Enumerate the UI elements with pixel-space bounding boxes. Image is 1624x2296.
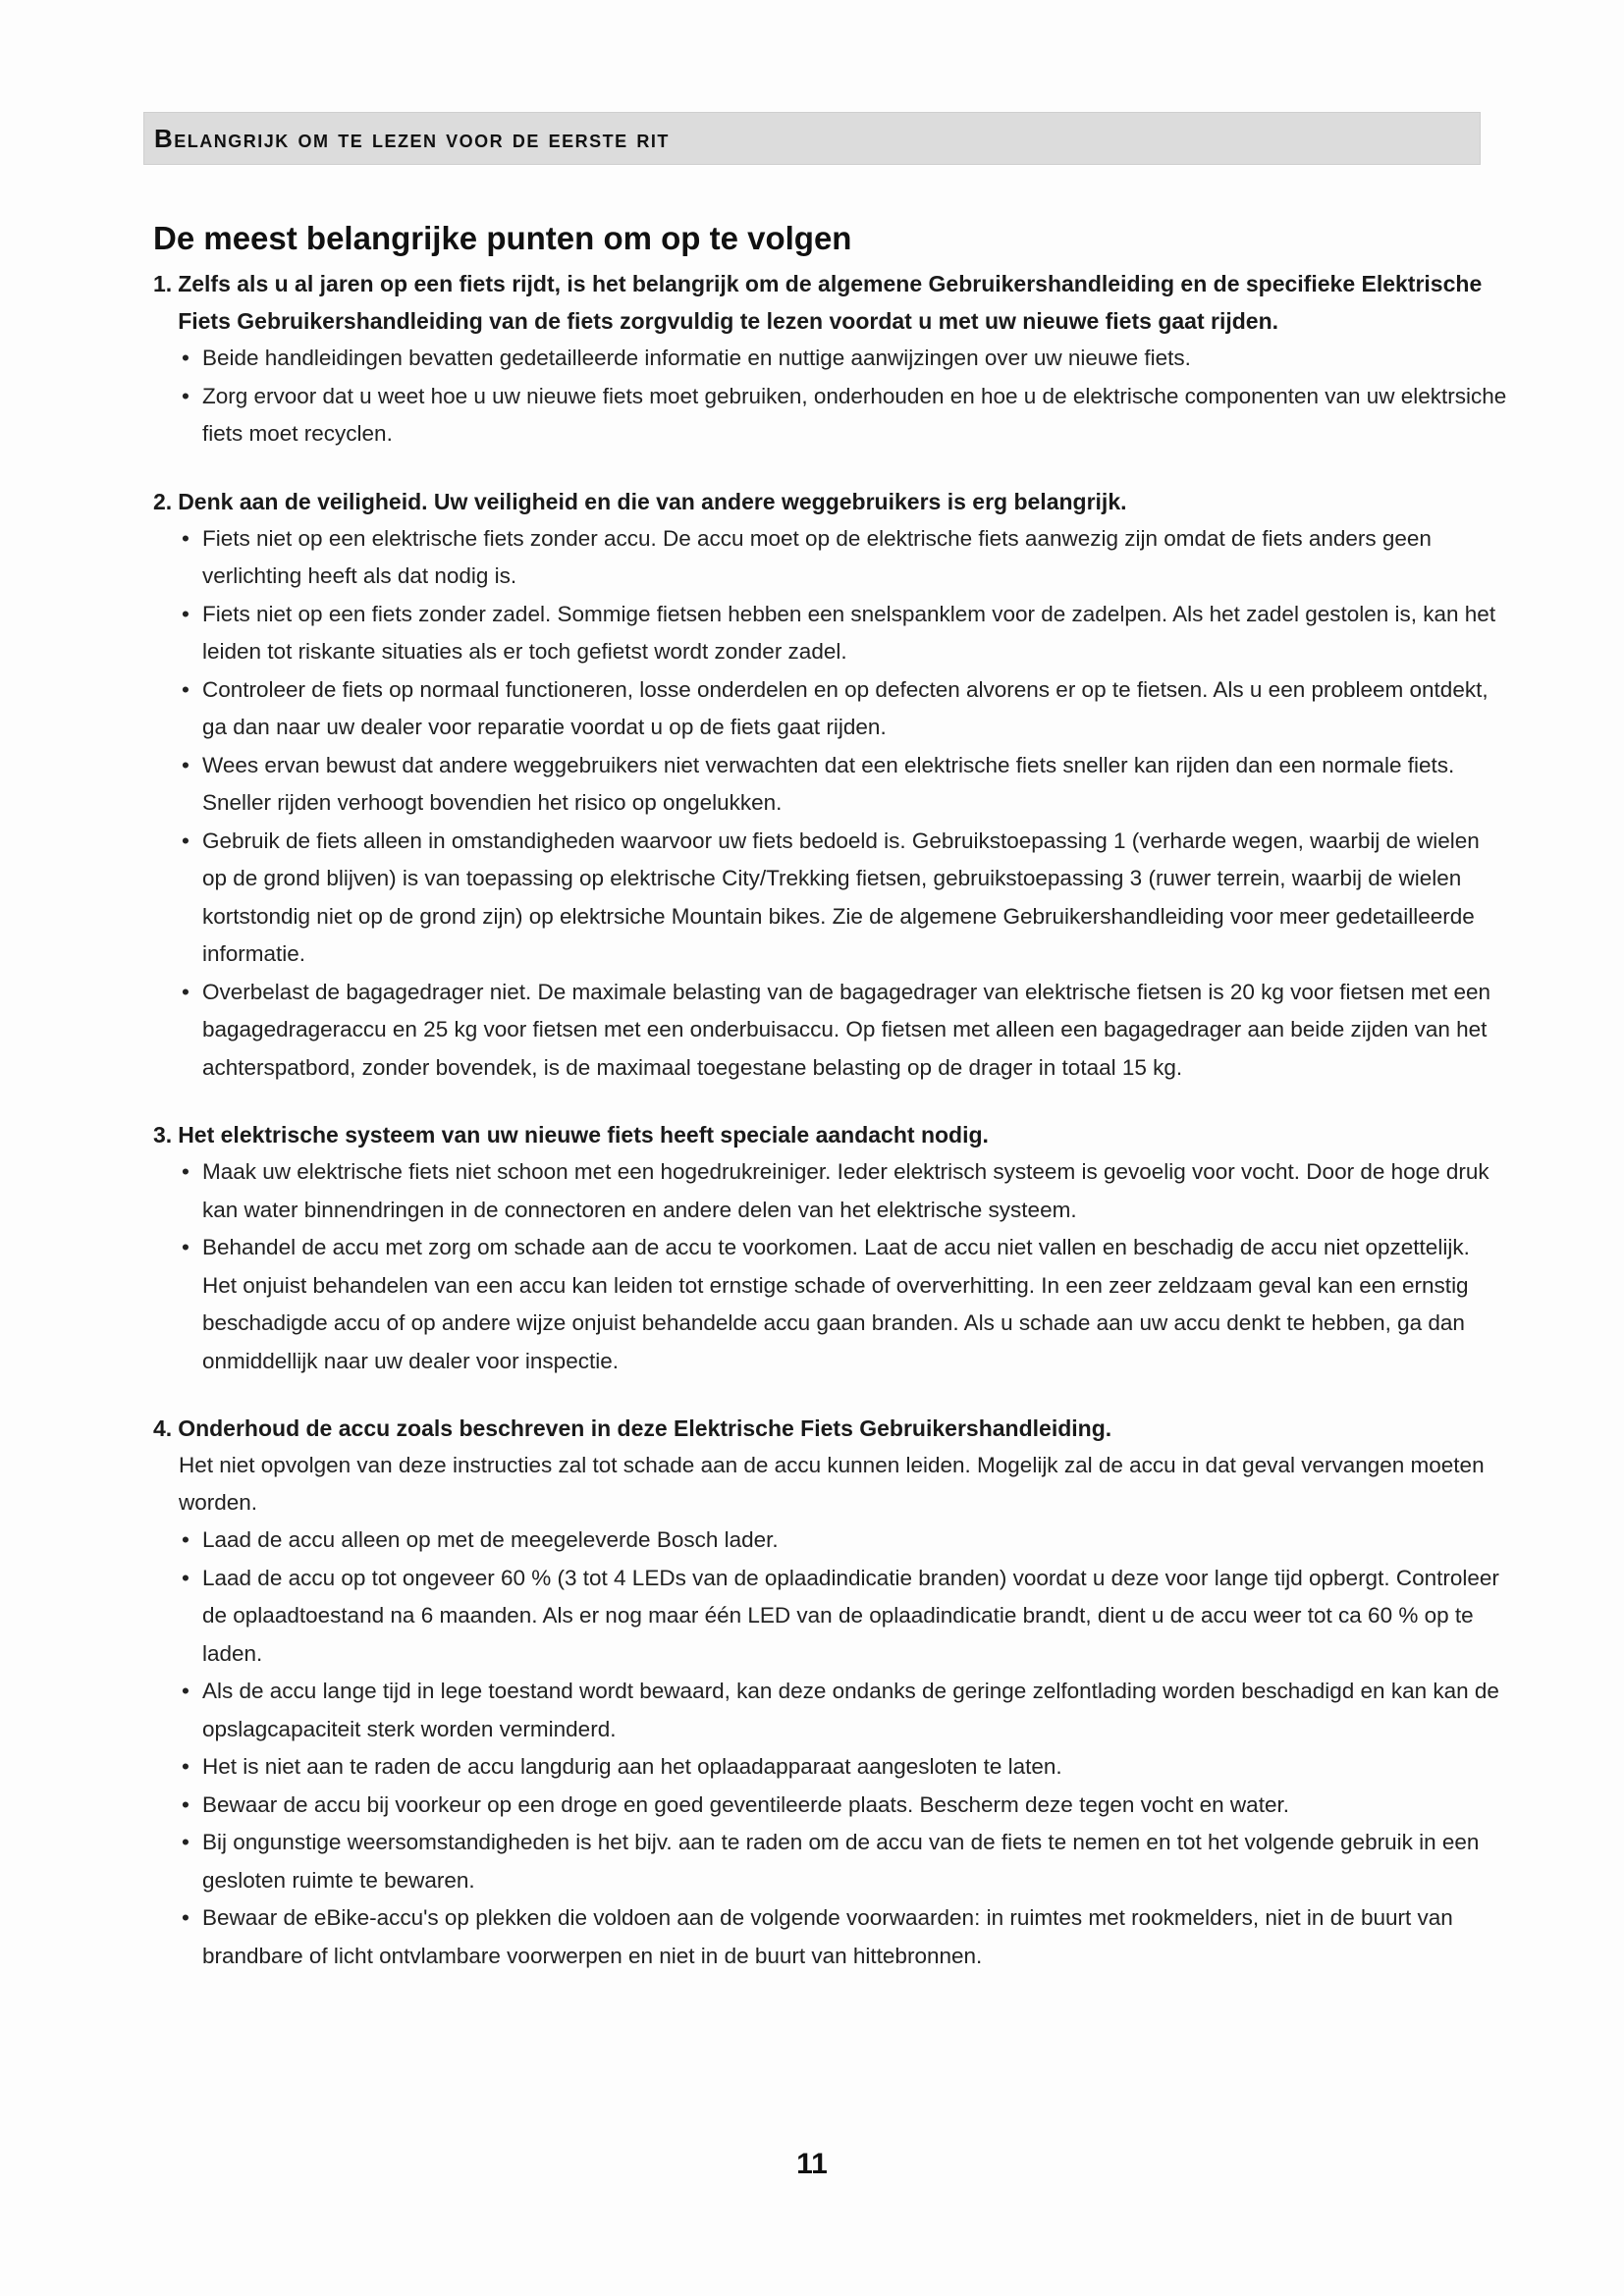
list-item <box>153 378 1508 454</box>
section-title <box>153 265 1508 340</box>
list-item-text: Maak uw elektrische fiets niet schoon met een hogedrukreiniger. Ieder elektrisch systeem is gevoelig voor vocht. Door de hoge druk kan water binnendringen in de connectoren en andere delen van het elektrische systeem. <box>202 1159 1489 1222</box>
list-item-text: Fiets niet op een elektrische fiets zonder accu. De accu moet op de elektrische fiets aanwezig zijn omdat de fiets anders geen verlichting heeft als dat nodig is. <box>202 525 1432 588</box>
bullet-icon: • <box>182 1905 189 1930</box>
section-title-text: Het elektrische systeem van uw nieuwe fiets heeft speciale aandacht nodig. <box>178 1122 989 1148</box>
bullet-list <box>153 1153 1508 1380</box>
list-item-text: Bij ongunstige weersomstandigheden is het bijv. aan te raden om de accu van de fiets te nemen en tot het volgende gebruik in een gesloten ruimte te bewaren. <box>202 1830 1480 1893</box>
section-2 <box>153 483 1508 1088</box>
list-item <box>153 596 1508 671</box>
list-item-text: Fiets niet op een fiets zonder zadel. Sommige fietsen hebben een snelspanklem voor de zadelpen. Als het zadel gestolen is, kan het leiden tot riskante situaties als er toch gefietst wordt zonder zadel. <box>202 601 1496 664</box>
list-item <box>153 747 1508 823</box>
list-item-text: Als de accu lange tijd in lege toestand wordt bewaard, kan deze ondanks de geringe zelfontlading worden beschadigd en kan kan de opslagcapaciteit sterk worden verminderd. <box>202 1679 1499 1741</box>
content-area <box>153 216 1508 2004</box>
bullet-icon: • <box>182 752 189 777</box>
list-item-text: Bewaar de eBike-accu's op plekken die voldoen aan de volgende voorwaarden: in ruimtes met rookmelders, niet in de buurt van brandbare of licht ontvlambare voorwerpen en niet in de buurt van hittebronnen. <box>202 1905 1453 1968</box>
section-title-text: Onderhoud de accu zoals beschreven in deze Elektrische Fiets Gebruikershandleiding. <box>178 1415 1112 1441</box>
list-item <box>153 1748 1508 1787</box>
bullet-icon: • <box>182 1830 189 1854</box>
list-item <box>153 823 1508 974</box>
list-item-text: Overbelast de bagagedrager niet. De maximale belasting van de bagagedrager van elektrische fietsen is 20 kg voor fietsen met een bagagedrageraccu en 25 kg voor fietsen met een onderbuisaccu. Op fietsen met alleen een bagagedrager aan beide zijden van het achterspatbord, zonder bovendek, is de maximaal toegestane belasting op de drager in totaal 15 kg. <box>202 979 1491 1080</box>
section-1 <box>153 265 1508 454</box>
list-item <box>153 340 1508 378</box>
list-item-text: Laad de accu alleen op met de meegeleverde Bosch lader. <box>202 1527 779 1552</box>
section-title <box>153 483 1508 520</box>
list-item <box>153 1824 1508 1899</box>
list-item-text: Gebruik de fiets alleen in omstandigheden waarvoor uw fiets bedoeld is. Gebruikstoepassing 1 (verharde wegen, waarbij de wielen op de grond blijven) is van toepassing op elektrische City/Trekking fietsen, gebruikstoepassing 3 (ruwer terrein, waarbij de wielen kortstondig niet op de grond zijn) op elektrsiche Mountain bikes. Zie de algemene Gebruikershandleiding voor meer gedetailleerde informatie. <box>202 828 1480 966</box>
section-title-text: Zelfs als u al jaren op een fiets rijdt, is het belangrijk om de algemene Gebruikershandleiding en de specifieke Elektrische Fiets Gebruikershandleiding van de fiets zorgvuldig te lezen voordat u met uw nieuwe fiets gaat rijden. <box>178 271 1483 334</box>
section-number: 2. <box>153 488 173 514</box>
bullet-icon: • <box>182 601 189 626</box>
banner-title: Belangrijk om te lezen voor de eerste rit <box>154 123 670 153</box>
bullet-icon: • <box>182 525 189 551</box>
section-4 <box>153 1410 1508 1975</box>
bullet-list <box>153 520 1508 1088</box>
section-banner <box>143 112 1481 165</box>
section-title-text: Denk aan de veiligheid. Uw veiligheid en die van andere weggebruikers is erg belangrijk. <box>178 488 1127 514</box>
bullet-icon: • <box>182 346 189 370</box>
sections-container <box>153 265 1508 1975</box>
bullet-icon: • <box>182 1527 189 1552</box>
list-item-text: Bewaar de accu bij voorkeur op een droge en goed geventileerde plaats. Bescherm deze tegen vocht en water. <box>202 1791 1289 1817</box>
list-item <box>153 1153 1508 1229</box>
main-heading: De meest belangrijke punten om op te volgen <box>153 220 852 256</box>
bullet-icon: • <box>182 1754 189 1779</box>
list-item-text: Behandel de accu met zorg om schade aan de accu te voorkomen. Laat de accu niet vallen en beschadig de accu niet opzettelijk. Het onjuist behandelen van een accu kan leiden tot ernstige schade of oververhitting. In een zeer zeldzaam geval kan een ernstig beschadigde accu of op andere wijze onjuist behandelde accu gaan branden. Als u schade aan uw accu denkt te hebben, ga dan onmiddellijk naar uw dealer voor inspectie. <box>202 1235 1470 1373</box>
section-3 <box>153 1116 1508 1380</box>
section-number: 1. <box>153 271 173 296</box>
list-item <box>153 671 1508 747</box>
list-item <box>153 1673 1508 1748</box>
bullet-icon: • <box>182 828 189 853</box>
list-item <box>153 1899 1508 1975</box>
section-intro: Het niet opvolgen van deze instructies zal tot schade aan de accu kunnen leiden. Mogelijk zal de accu in dat geval vervangen moeten worden. <box>179 1453 1485 1515</box>
bullet-list <box>153 340 1508 454</box>
bullet-icon: • <box>182 383 189 408</box>
bullet-icon: • <box>182 676 189 702</box>
bullet-icon: • <box>182 1791 189 1817</box>
bullet-icon: • <box>182 1159 189 1184</box>
list-item-text: Het is niet aan te raden de accu langdurig aan het oplaadapparaat aangesloten te laten. <box>202 1754 1062 1779</box>
bullet-list <box>153 1522 1508 1975</box>
list-item <box>153 1787 1508 1825</box>
list-item <box>153 520 1508 596</box>
section-number: 3. <box>153 1122 173 1148</box>
section-title <box>153 1116 1508 1153</box>
bullet-icon: • <box>182 979 189 1004</box>
list-item <box>153 1522 1508 1560</box>
list-item <box>153 1560 1508 1674</box>
list-item-text: Controleer de fiets op normaal functioneren, losse onderdelen en op defecten alvorens er op te fietsen. Als u een probleem ontdekt, ga dan naar uw dealer voor reparatie voordat u op de fiets gaat rijden. <box>202 676 1489 739</box>
page-number: 11 <box>796 2148 828 2180</box>
list-item-text: Laad de accu op tot ongeveer 60 % (3 tot 4 LEDs van de oplaadindicatie branden) voordat u deze voor lange tijd opbergt. Controleer de oplaadtoestand na 6 maanden. Als er nog maar één LED van de oplaadindicatie brandt, dient u de accu weer tot ca 60 % op te laden. <box>202 1565 1499 1666</box>
list-item-text: Beide handleidingen bevatten gedetailleerde informatie en nuttige aanwijzingen over uw nieuwe fiets. <box>202 346 1191 370</box>
section-title <box>153 1410 1508 1447</box>
bullet-icon: • <box>182 1679 189 1703</box>
section-number: 4. <box>153 1415 173 1441</box>
list-item-text: Zorg ervoor dat u weet hoe u uw nieuwe fiets moet gebruiken, onderhouden en hoe u de elektrische componenten van uw elektrsiche fiets moet recyclen. <box>202 383 1507 446</box>
bullet-icon: • <box>182 1235 189 1259</box>
list-item <box>153 974 1508 1088</box>
bullet-icon: • <box>182 1565 189 1590</box>
list-item-text: Wees ervan bewust dat andere weggebruikers niet verwachten dat een elektrische fiets sneller kan rijden dan een normale fiets. Sneller rijden verhoogt bovendien het risico op ongelukken. <box>202 752 1455 815</box>
list-item <box>153 1229 1508 1380</box>
